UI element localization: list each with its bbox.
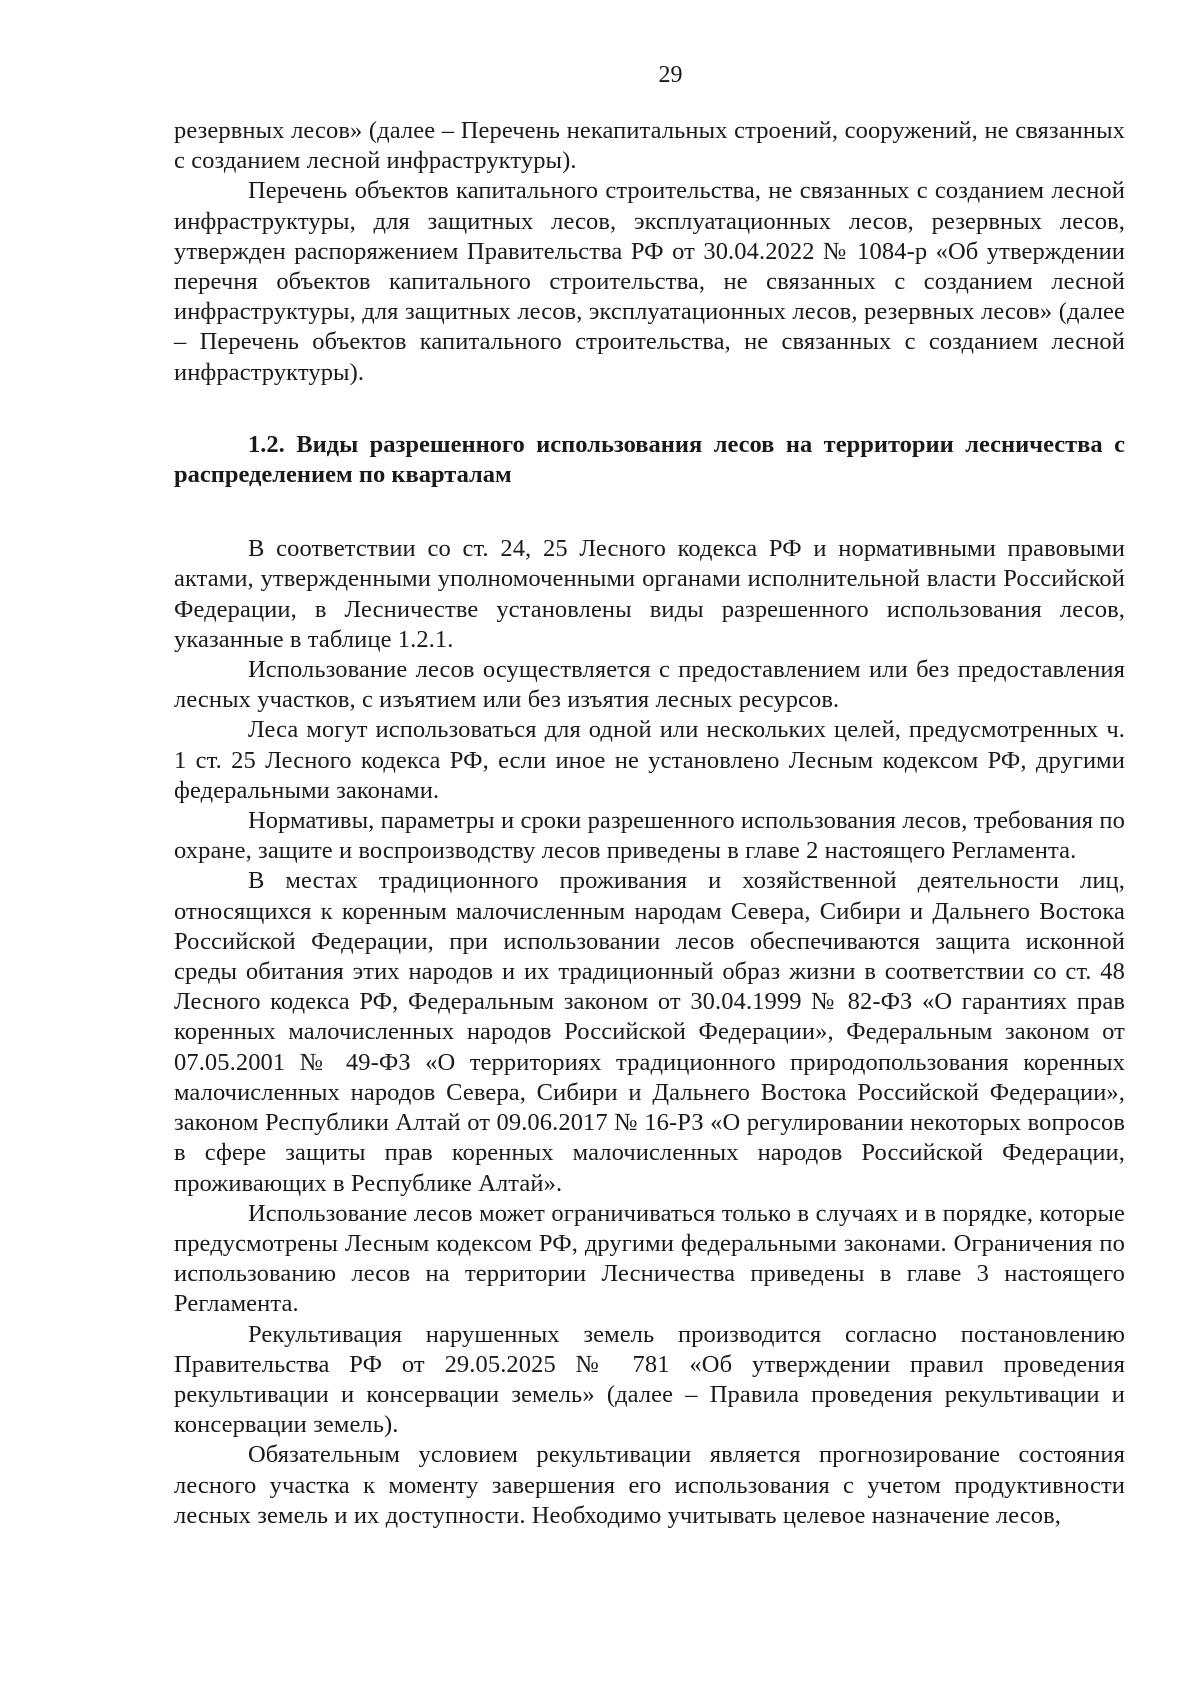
paragraph-norms-parameters: Нормативы, параметры и сроки разрешенного использования лесов, требования по охране, защите и воспроизводству лесов приведены в главе 2 настоящего Регламента. — [174, 807, 1125, 865]
paragraph-recultivation-condition: Обязательным условием рекультивации является прогнозирование состояния лесного участка к моменту завершения его использования с учетом продуктивности лесных земель и их доступности. Необходимо учитывать целевое назначение лесов, — [174, 1441, 1125, 1529]
section-heading: 1.2. Виды разрешенного использования лесов на территории лесничества с распределением по кварталам — [174, 430, 1125, 489]
paragraph-multiple-purposes: Леса могут использоваться для одной или нескольких целей, предусмотренных ч. 1 ст. 25 Лесного кодекса РФ, если иное не установлено Лесным кодексом РФ, другими федеральными законами. — [174, 716, 1125, 804]
paragraph-capital-construction-list: Перечень объектов капитального строительства, не связанных с созданием лесной инфраструктуры, для защитных лесов, эксплуатационных лесов, резервных лесов, утвержден распоряжением Правительства РФ от 30.04.2022 № 1084-р «Об утверждении перечня объектов капитального строительства, не связанных с созданием лесной инфраструктуры, для защитных лесов, эксплуатационных лесов, резервных лесов» (далее – Перечень объектов капитального строительства, не связанных с созданием лесной инфраструктуры). — [174, 177, 1125, 386]
document-page — [174, 60, 1125, 1531]
paragraph-use-restrictions: Использование лесов может ограничиваться только в случаях и в порядке, которые предусмотрены Лесным кодексом РФ, другими федеральными законами. Ограничения по использованию лесов на территории Лесничества приведены в главе 3 настоящего Регламента. — [174, 1199, 1125, 1318]
paragraph-forest-use-types: В соответствии со ст. 24, 25 Лесного кодекса РФ и нормативными правовыми актами, утвержденными уполномоченными органами исполнительной власти Российской Федерации, в Лесничестве установлены виды разрешенного использования лесов, указанные в таблице 1.2.1. — [174, 535, 1125, 653]
paragraph-continued: резервных лесов» (далее – Перечень некапитальных строений, сооружений, не связанных с созданием лесной инфраструктуры). — [174, 117, 1125, 175]
paragraph-land-recultivation: Рекультивация нарушенных земель производится согласно постановлению Правительства РФ от 29.05.2025 № 781 «Об утверждении правил проведения рекультивации и консервации земель» (далее – Правила проведения рекультивации и консервации земель). — [174, 1320, 1125, 1439]
paragraph-indigenous-peoples: В местах традиционного проживания и хозяйственной деятельности лиц, относящихся к коренным малочисленным народам Севера, Сибири и Дальнего Востока Российской Федерации, при использовании лесов обеспечиваются защита исконной среды обитания этих народов и их традиционный образ жизни в соответствии со ст. 48 Лесного кодекса РФ, Федеральным законом от 30.04.1999 № 82-ФЗ «О гарантиях прав коренных малочисленных народов Российской Федерации», Федеральным законом от 07.05.2001 № 49-ФЗ «О территориях традиционного природопользования коренных малочисленных народов Севера, Сибири и Дальнего Востока Российской Федерации», законом Республики Алтай от 09.06.2017 № 16-РЗ «О регулировании некоторых вопросов в сфере защиты прав коренных малочисленных народов Российской Федерации, проживающих в Республике Алтай». — [174, 867, 1125, 1197]
page-number: 29 — [658, 62, 683, 88]
paragraph-forest-plots-provision: Использование лесов осуществляется с предоставлением или без предоставления лесных участков, с изъятием или без изъятия лесных ресурсов. — [174, 656, 1125, 714]
